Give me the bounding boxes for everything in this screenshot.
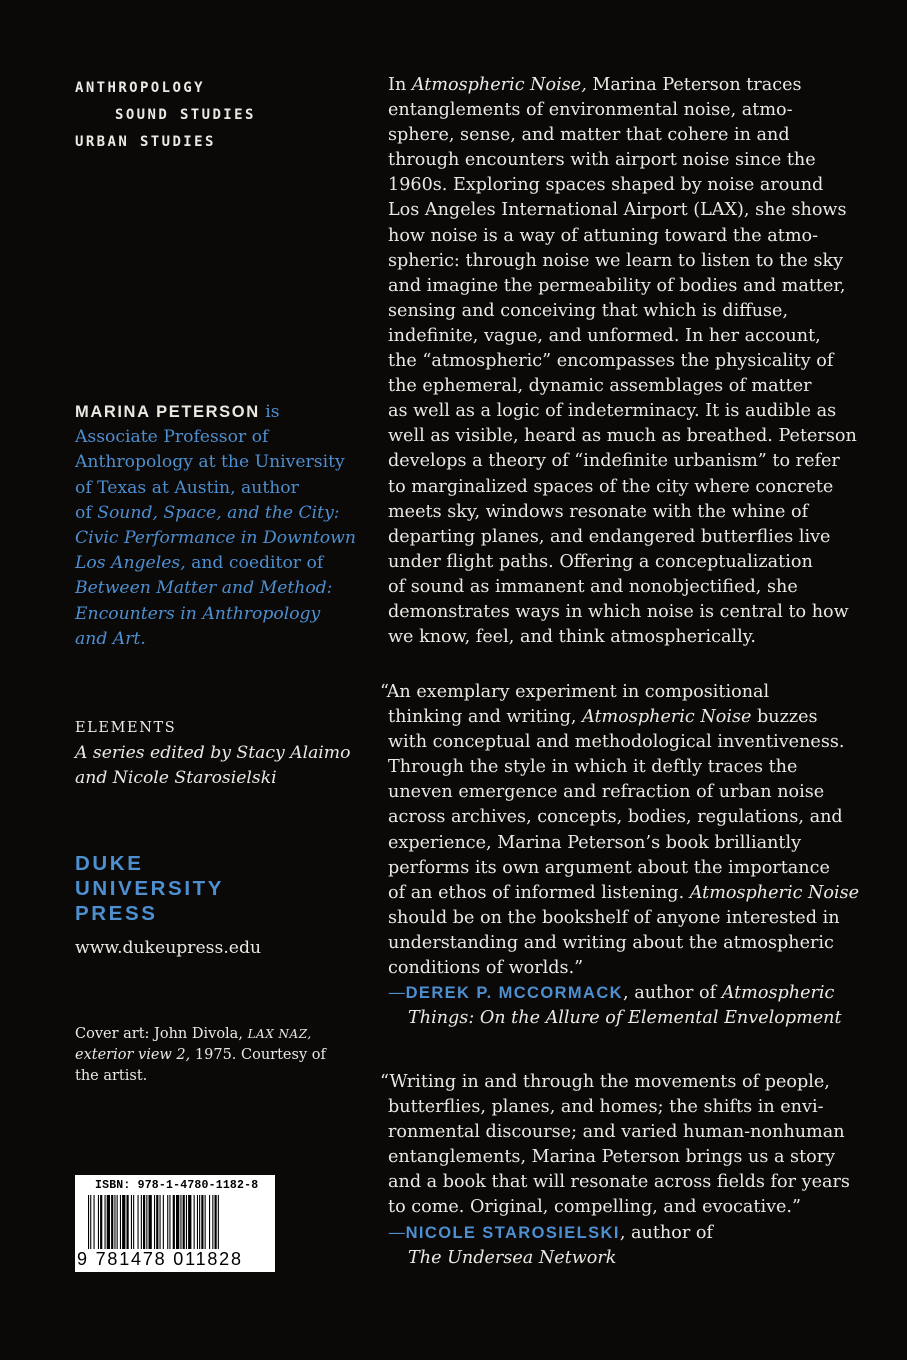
- author-bio: [75, 400, 360, 652]
- barcode-bar: [194, 1195, 195, 1249]
- barcode-bar: [167, 1195, 168, 1249]
- barcode-bar: [197, 1195, 198, 1249]
- barcode-bar: [143, 1195, 145, 1249]
- subject-categories: [75, 75, 256, 156]
- description-line: sphere, sense, and matter that cohere in and: [388, 125, 790, 146]
- isbn-barcode: [75, 1175, 275, 1272]
- barcode-bar: [149, 1195, 152, 1249]
- description-line: develops a theory of “indefinite urbanism” to refer: [388, 451, 840, 472]
- barcode-bars: [88, 1195, 266, 1253]
- author-name: MARINA PETERSON: [75, 403, 260, 421]
- bio-line: Between Matter and Method:: [75, 578, 333, 599]
- bio-line: Encounters in Anthropology: [75, 603, 321, 624]
- blurb-line: entanglements, Marina Peterson brings us a story: [388, 1147, 836, 1168]
- barcode-digits: 9 781478 011828: [77, 1249, 243, 1269]
- barcode-bar: [201, 1195, 203, 1249]
- barcode-bar: [156, 1195, 158, 1249]
- isbn-label: ISBN: 978-1-4780-1182-8: [95, 1179, 259, 1192]
- blurb-line: of an ethos of informed listening. Atmospheric Noise: [388, 882, 860, 903]
- description-line: 1960s. Exploring spaces shaped by noise around: [388, 175, 824, 196]
- barcode-bar: [186, 1195, 187, 1249]
- barcode-bar: [94, 1195, 95, 1249]
- blurb-line: “Writing in and through the movements of people,: [380, 1072, 830, 1092]
- barcode-bar: [146, 1195, 147, 1249]
- series-info: [75, 716, 350, 791]
- barcode-bar: [117, 1195, 118, 1249]
- description-line: through encounters with airport noise since the: [388, 150, 816, 171]
- publisher-line: UNIVERSITY: [75, 877, 225, 900]
- series-label: ELEMENTS: [75, 720, 177, 736]
- blurb-line: performs its own argument about the importance: [388, 857, 830, 878]
- barcode-bar: [180, 1195, 181, 1249]
- barcode-bar: [163, 1195, 164, 1249]
- description-line: indefinite, vague, and unformed. In her account,: [388, 325, 821, 346]
- subject-urban-studies: URBAN STUDIES: [75, 134, 216, 150]
- barcode-bar: [114, 1195, 115, 1249]
- barcode-bar: [176, 1195, 179, 1249]
- blurb-line: butterflies, planes, and homes; the shifts in envi-: [388, 1097, 824, 1118]
- barcode-bar: [218, 1195, 219, 1249]
- barcode-bar: [88, 1195, 89, 1249]
- description-line: the “atmospheric” encompasses the physicality of: [388, 351, 834, 372]
- barcode-bar: [188, 1195, 191, 1249]
- description-line: departing planes, and endangered butterflies live: [388, 526, 831, 547]
- description-line: to marginalized spaces of the city where concrete: [388, 476, 834, 497]
- blurb-author-name: NICOLE STAROSIELSKI: [405, 1223, 620, 1242]
- description-line: In Atmospheric Noise, Marina Peterson traces: [388, 75, 802, 95]
- subject-sound-studies: SOUND STUDIES: [115, 107, 256, 123]
- description-line: under flight paths. Offering a conceptualization: [388, 551, 813, 572]
- barcode-bar: [122, 1195, 125, 1249]
- barcode-bar: [199, 1195, 200, 1249]
- blurb-line: ronmental discourse; and varied human-nonhuman: [388, 1122, 845, 1143]
- publisher-logo: [75, 851, 224, 926]
- description-line: we know, feel, and think atmospherically.: [388, 627, 756, 648]
- barcode-bar: [107, 1195, 110, 1249]
- blurb-line: understanding and writing about the atmospheric: [388, 932, 834, 953]
- barcode-bar: [138, 1195, 139, 1249]
- barcode-bar: [90, 1195, 91, 1249]
- barcode-bar: [141, 1195, 142, 1249]
- blurb-line: should be on the bookshelf of anyone interested in: [388, 907, 840, 928]
- blurb-work-title: The Undersea Network: [408, 1247, 617, 1268]
- blurb-line: Through the style in which it deftly traces the: [388, 757, 798, 778]
- barcode-bar: [173, 1195, 175, 1249]
- blurb-line: with conceptual and methodological inventiveness.: [388, 732, 845, 753]
- publisher-line: PRESS: [75, 902, 158, 925]
- blurb-line: conditions of worlds.”: [388, 958, 584, 979]
- blurb-author-name: DEREK P. MCCORMACK: [405, 984, 624, 1003]
- barcode-bar: [120, 1195, 121, 1249]
- description-line: spheric: through noise we learn to listen to the sky: [388, 250, 844, 271]
- description-line: meets sky, windows resonate with the whine of: [388, 501, 809, 522]
- description-line: as well as a logic of indeterminacy. It is audible as: [388, 401, 837, 422]
- barcode-bar: [154, 1195, 155, 1249]
- barcode-bar: [212, 1195, 213, 1249]
- barcode-bar: [183, 1195, 185, 1249]
- subject-anthropology: ANTHROPOLOGY: [75, 80, 205, 96]
- book-description: [388, 73, 858, 650]
- barcode-bar: [105, 1195, 106, 1249]
- blurb-line: across archives, concepts, bodies, regulations, and: [388, 807, 843, 828]
- bio-line: Associate Professor of: [75, 427, 269, 448]
- bio-line: of Sound, Space, and the City:: [75, 502, 340, 523]
- description-line: demonstrates ways in which noise is central to how: [388, 601, 849, 622]
- publisher-url[interactable]: www.dukeupress.edu: [75, 938, 262, 958]
- barcode-bar: [215, 1195, 217, 1249]
- description-line: well as visible, heard as much as breathed. Peterson: [388, 426, 857, 447]
- blurb-work-title: Things: On the Allure of Elemental Envelopment: [408, 1008, 842, 1029]
- barcode-bar: [209, 1195, 210, 1249]
- barcode-bar: [131, 1195, 132, 1249]
- series-editors-line: and Nicole Starosielski: [75, 768, 277, 788]
- blurb-line: and a book that will resonate across fields for years: [388, 1172, 850, 1193]
- barcode-bar: [133, 1195, 134, 1249]
- blurb-starosielski: [380, 1070, 858, 1271]
- blurb-attribution: —NICOLE STAROSIELSKI, author of: [388, 1222, 713, 1243]
- blurb-line: to come. Original, compelling, and evocative.”: [388, 1197, 802, 1218]
- bio-line: MARINA PETERSON is: [75, 402, 280, 422]
- description-line: entanglements of environmental noise, atmo-: [388, 100, 793, 121]
- barcode-bar: [127, 1195, 129, 1249]
- bio-line: and Art.: [75, 628, 146, 649]
- blurb-line: “An exemplary experiment in compositional: [380, 682, 770, 702]
- barcode-bar: [98, 1195, 99, 1249]
- description-line: of sound as immanent and nonobjectified, she: [388, 576, 798, 597]
- blurb-mccormack: [380, 680, 860, 1031]
- description-line: sensing and conceiving that which is diffuse,: [388, 300, 789, 321]
- barcode-bar: [100, 1195, 102, 1249]
- blurb-line: thinking and writing, Atmospheric Noise buzzes: [388, 707, 818, 728]
- bio-line: Anthropology at the University: [75, 452, 345, 473]
- blurb-line: experience, Marina Peterson’s book brilliantly: [388, 832, 802, 853]
- description-line: the ephemeral, dynamic assemblages of matter: [388, 376, 812, 397]
- barcode-bar: [169, 1195, 170, 1249]
- blurb-attribution: —DEREK P. MCCORMACK, author of Atmospheric: [388, 983, 835, 1004]
- bio-line: Los Angeles, and coeditor of: [75, 553, 324, 574]
- description-line: and imagine the permeability of bodies and matter,: [388, 275, 846, 296]
- blurb-line: uneven emergence and refraction of urban noise: [388, 782, 825, 803]
- bio-line: Civic Performance in Downtown: [75, 528, 356, 549]
- barcode-bar: [160, 1195, 161, 1249]
- bio-line: of Texas at Austin, author: [75, 477, 299, 498]
- publisher-line: DUKE: [75, 852, 144, 875]
- series-editors-line: A series edited by Stacy Alaimo: [75, 743, 351, 763]
- description-line: Los Angeles International Airport (LAX), she shows: [388, 200, 847, 221]
- barcode-bar: [111, 1195, 113, 1249]
- cover-art-credit: Cover art: John Divola, LAX NAZ, exterior view 2, 1975. Courtesy of the artist.: [75, 1026, 326, 1084]
- barcode-bar: [205, 1195, 206, 1249]
- description-line: how noise is a way of attuning toward the atmo-: [388, 225, 819, 246]
